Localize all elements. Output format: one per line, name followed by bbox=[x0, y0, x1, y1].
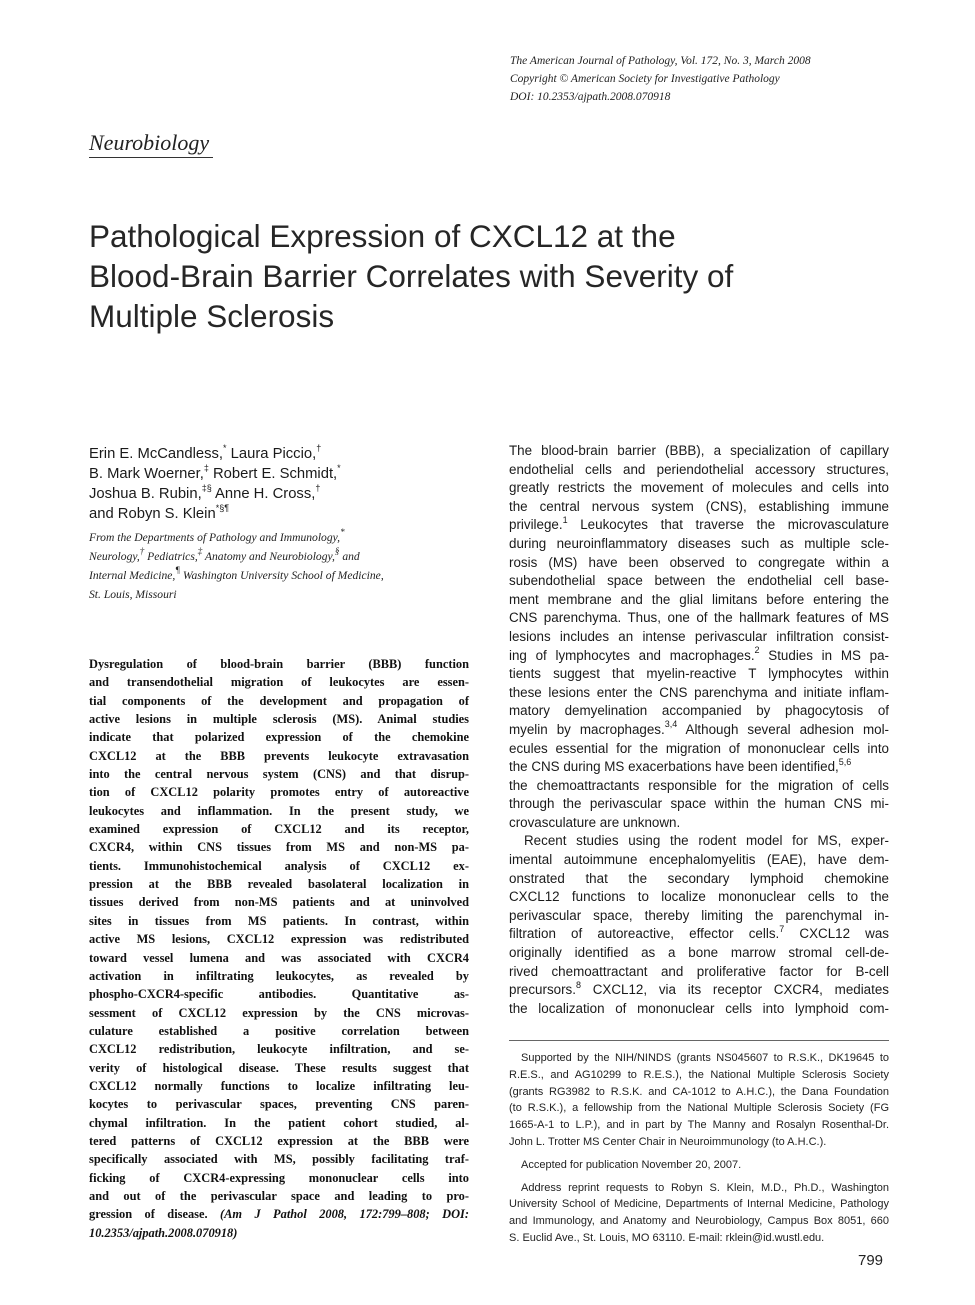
body-line: lesions includes an intense perivascular infiltration consist- bbox=[509, 628, 889, 644]
abstract-line: tients. Immunohistochemical analysis of CXCL12 ex- bbox=[89, 858, 469, 873]
body-line: tients suggest that myelin-reactive T lymphocytes within bbox=[509, 666, 889, 682]
body-line: originally identified as a bone marrow stromal cell-de- bbox=[509, 945, 889, 961]
section-heading: Neurobiology bbox=[89, 130, 210, 155]
abstract-line: culature established a positive correlation between bbox=[89, 1023, 469, 1038]
author-list bbox=[89, 444, 489, 524]
footnote-line: Address reprint requests to Robyn S. Klein, M.D., Ph.D., Washington bbox=[521, 1181, 889, 1194]
footnote-line: Supported by the NIH/NINDS (grants NS045607 to R.S.K., DK19645 to bbox=[521, 1052, 889, 1064]
author-name: Erin E. McCandless, bbox=[89, 446, 224, 462]
abstract-line: examined expression of CXCL12 and its receptor, bbox=[89, 822, 469, 837]
article-title bbox=[89, 216, 889, 336]
body-line: subendothelial space between the endothelial cell base- bbox=[509, 573, 889, 589]
body-line: rived chemoattractant and proliferative factor for B-cell bbox=[509, 963, 889, 979]
funding-note bbox=[509, 1050, 889, 1134]
affil-mark: ‡ bbox=[197, 546, 203, 557]
affil-mark: † bbox=[315, 483, 321, 494]
title-line: Blood-Brain Barrier Correlates with Severity of bbox=[89, 258, 734, 294]
affiliation-text: Neurology, bbox=[89, 550, 140, 563]
author-name: Robert E. Schmidt, bbox=[208, 466, 338, 482]
reference-mark: 5,6 bbox=[838, 756, 852, 767]
body-text-run: CXCL12, via its receptor CXCR4, mediates bbox=[581, 982, 889, 998]
footnote-line: (grants RG3982 to R.S.K. and CA-1012 to A.H.C.), the Dana Foundation bbox=[509, 1085, 889, 1098]
abstract-line: CXCR4, within CNS tissues from MS and non-MS pa- bbox=[89, 840, 469, 855]
paragraph-part bbox=[509, 944, 889, 981]
abstract-line: active lesions in multiple sclerosis (MS). Animal studies bbox=[89, 712, 469, 727]
abstract-line: tissues derived from non-MS patients and at uninvolved bbox=[89, 895, 469, 910]
title-line: Pathological Expression of CXCL12 at the bbox=[89, 218, 676, 254]
affil-mark: ‡§ bbox=[201, 483, 212, 494]
footnote-line: (to R.S.K.), a fellowship from the National Multiple Sclerosis Society (FG bbox=[509, 1102, 889, 1115]
body-line: crovasculature are unknown. bbox=[509, 814, 681, 830]
abstract bbox=[89, 655, 469, 1242]
footnote-line: and Immunology, and Anatomy and Neurobiology, Campus Box 8051, 660 bbox=[509, 1215, 889, 1228]
body-line: during neuroinflammatory diseases such as multiple scle- bbox=[509, 535, 889, 551]
abstract-citation-doi: 10.2353/ajpath.2008.070918) bbox=[89, 1225, 238, 1240]
abstract-citation: (Am J Pathol 2008, 172:799–808; DOI: bbox=[220, 1207, 469, 1222]
body-line: perivascular space, thereby limiting the parenchymal in- bbox=[509, 907, 889, 923]
affil-mark: * bbox=[340, 527, 345, 538]
author-line bbox=[89, 504, 489, 524]
abstract-line: and transendothelial migration of leukocytes are essen- bbox=[89, 675, 469, 690]
abstract-line: indicate that polarized expression of the chemokine bbox=[89, 730, 469, 745]
footnote-line: R.E.S., and AG10299 to R.E.S.), the National Multiple Sclerosis Society bbox=[509, 1068, 889, 1081]
abstract-line: sessment of CXCL12 expression by the CNS microvas- bbox=[89, 1005, 469, 1020]
reference-mark: 7 bbox=[779, 923, 785, 934]
body-line bbox=[509, 758, 889, 777]
abstract-line: tial components of the development and propagation of bbox=[89, 693, 469, 708]
abstract-line: ficking of CXCR4-expressing mononuclear cells into bbox=[89, 1170, 469, 1185]
body-line: the localization of mononuclear cells into lymphoid com- bbox=[509, 1000, 889, 1016]
abstract-body bbox=[89, 655, 469, 1205]
affiliation-line: St. Louis, Missouri bbox=[89, 588, 177, 601]
body-text-run: privilege. bbox=[509, 517, 563, 533]
body-line: the central nervous system (CNS), establishing immune bbox=[509, 498, 889, 514]
body-line: CNS parenchyma. Thus, one of the hallmark features of MS bbox=[509, 610, 889, 626]
abstract-line: verity of histological disease. These results suggest that bbox=[89, 1060, 469, 1075]
affiliation-text: From the Departments of Pathology and Immunology, bbox=[89, 531, 341, 544]
body-line: CXCL12 functions to localize mononuclear cells to the bbox=[509, 889, 889, 905]
affiliation-text: Anatomy and Neurobiology, bbox=[202, 550, 335, 563]
author-name: B. Mark Woerner, bbox=[89, 466, 204, 482]
title-line: Multiple Sclerosis bbox=[89, 298, 335, 334]
footnote-line: 1665-A-1 to L.P.), and in part by The Manny and Rosalyn Rosenthal-Dr. bbox=[509, 1119, 889, 1132]
abstract-line: tered patterns of CXCL12 expression at the BBB were bbox=[89, 1133, 469, 1148]
abstract-line: chymal infiltration. In the patient cohort studied, al- bbox=[89, 1115, 469, 1130]
footnote-line: University School of Medicine, Departments of Internal Medicine, Pathology bbox=[509, 1198, 889, 1211]
abstract-line: pression at the BBB revealed basolateral localization in bbox=[89, 877, 469, 892]
abstract-line: activation in infiltrating leukocytes, as revealed by bbox=[89, 968, 469, 983]
paragraph-part bbox=[509, 777, 889, 814]
body-text-run: Although several adhesion mol- bbox=[677, 721, 889, 737]
body-text-run: filtration of autoreactive, effector cells. bbox=[509, 926, 780, 942]
page-number: 799 bbox=[858, 1252, 884, 1269]
paragraph-part bbox=[509, 535, 889, 647]
body-line: these lesions enter the CNS parenchyma and initiate inflam- bbox=[509, 684, 889, 700]
affil-mark: * bbox=[337, 463, 341, 474]
body-line: ment membrane and the glial limitans before entering the bbox=[509, 591, 889, 607]
body-line: the chemoattractants responsible for the migration of cells bbox=[509, 777, 889, 793]
body-line: through the perivascular space within the human CNS mi- bbox=[509, 796, 889, 812]
abstract-text: gression of disease. bbox=[89, 1207, 208, 1222]
body-text bbox=[509, 442, 889, 1018]
body-line bbox=[509, 647, 889, 666]
author-line bbox=[89, 484, 489, 504]
body-line: onstrated that the secondary lymphoid chemokine bbox=[509, 870, 889, 886]
paragraph bbox=[509, 832, 889, 925]
author-name: Joshua B. Rubin, bbox=[89, 486, 202, 502]
paragraph bbox=[509, 442, 889, 516]
paragraph-part bbox=[509, 665, 889, 721]
reference-mark: 8 bbox=[575, 979, 581, 990]
footnote-divider bbox=[509, 1040, 889, 1041]
abstract-line: phospho-CXCR4-specific antibodies. Quantitative as- bbox=[89, 987, 469, 1002]
affiliation-line bbox=[89, 547, 469, 566]
affil-mark: ‡ bbox=[203, 463, 209, 474]
body-line: rosis (MS) have been observed to congregate within a bbox=[509, 554, 889, 570]
abstract-line: Dysregulation of blood-brain barrier (BBB) function bbox=[89, 657, 469, 671]
affil-mark: § bbox=[334, 546, 340, 557]
author-line bbox=[89, 464, 489, 484]
abstract-line: sites in tissues from MS patients. In contrast, within bbox=[89, 913, 469, 928]
abstract-line: kocytes to perivascular spaces, preventing CNS paren- bbox=[89, 1097, 469, 1112]
author-name: Anne H. Cross, bbox=[211, 486, 316, 502]
body-line: The blood-brain barrier (BBB), a specialization of capillary bbox=[509, 443, 889, 458]
abstract-line: tion of CXCL12 polarity promotes entry of autoreactive bbox=[89, 785, 469, 800]
abstract-line bbox=[89, 1205, 469, 1223]
copyright-line: Copyright © American Society for Investigative Pathology bbox=[510, 73, 780, 85]
abstract-line: leukocytes and inflammation. In the present study, we bbox=[89, 803, 469, 818]
affil-mark: † bbox=[316, 443, 322, 454]
abstract-line: into the central nervous system (CNS) and that disrup- bbox=[89, 767, 469, 782]
reference-mark: 3,4 bbox=[664, 719, 678, 730]
body-line: Recent studies using the rodent model for MS, exper- bbox=[524, 833, 889, 849]
affiliation-text: and bbox=[339, 550, 360, 563]
body-line bbox=[509, 925, 889, 944]
affil-mark: *§¶ bbox=[215, 503, 230, 514]
body-text-run: myelin by macrophages. bbox=[509, 721, 665, 737]
footnote-line: John L. Trotter MS Center Chair in Neuroimmunology (to A.H.C.). bbox=[509, 1135, 827, 1148]
section-underline bbox=[89, 157, 213, 158]
affiliation bbox=[89, 528, 469, 604]
body-line bbox=[509, 516, 889, 535]
affil-mark: ¶ bbox=[175, 565, 180, 576]
body-line: endothelial cells and periendothelial accessory structures, bbox=[509, 461, 889, 477]
abstract-line: CXCL12 at the BBB prevents leukocyte extravasation bbox=[89, 748, 469, 763]
reference-mark: 1 bbox=[562, 514, 568, 525]
author-name: and Robyn S. Klein bbox=[89, 506, 216, 522]
body-line bbox=[509, 721, 889, 740]
body-text-run: precursors. bbox=[509, 982, 576, 998]
body-text-run: the CNS during MS exacerbations have been identified, bbox=[509, 759, 839, 775]
body-line: matory demyelination accompanied by phagocytosis of bbox=[509, 703, 889, 719]
doi-line: DOI: 10.2353/ajpath.2008.070918 bbox=[510, 91, 671, 103]
body-text-run: ing of lymphocytes and macrophages. bbox=[509, 647, 755, 663]
journal-name-line: The American Journal of Pathology, Vol. 172, No. 3, March 2008 bbox=[510, 55, 811, 67]
affiliation-line bbox=[89, 566, 469, 585]
abstract-line: active MS lesions, CXCL12 expression was redistributed bbox=[89, 932, 469, 947]
affil-mark: † bbox=[139, 546, 145, 557]
abstract-line: toward vessel lumena and was associated with CXCR4 bbox=[89, 950, 469, 965]
footnote-line: S. Euclid Ave., St. Louis, MO 63110. E-mail: rklein@id.wustl.edu. bbox=[509, 1231, 825, 1244]
reference-mark: 2 bbox=[754, 645, 760, 656]
journal-citation-header bbox=[510, 52, 950, 106]
reprint-note bbox=[509, 1180, 889, 1230]
abstract-line: CXCL12 normally functions to localize infiltrating leu- bbox=[89, 1078, 469, 1093]
body-line: ecules essential for the migration of mononuclear cells into bbox=[509, 740, 889, 756]
body-text-run: Studies in MS pa- bbox=[759, 647, 889, 663]
author-line bbox=[89, 444, 489, 464]
body-text-run: Leukocytes that traverse the microvasculature bbox=[567, 517, 889, 533]
accepted-date: Accepted for publication November 20, 2007. bbox=[521, 1158, 742, 1171]
author-name: Laura Piccio, bbox=[226, 446, 317, 462]
affiliation-text: Washington University School of Medicine, bbox=[180, 569, 384, 582]
body-line: imental autoimmune encephalomyelitis (EAE), have dem- bbox=[509, 852, 889, 868]
body-text-run: CXCL12 was bbox=[784, 926, 889, 942]
abstract-line: and out of the perivascular space and leading to pro- bbox=[89, 1188, 469, 1203]
body-line bbox=[509, 981, 889, 1000]
abstract-line: CXCL12 redistribution, leukocyte infiltration, and se- bbox=[89, 1042, 469, 1057]
affiliation-text: Internal Medicine, bbox=[89, 569, 176, 582]
affil-mark: * bbox=[223, 443, 227, 454]
footnotes bbox=[509, 1050, 889, 1247]
abstract-line: specifically associated with MS, possibly facilitating traf- bbox=[89, 1152, 469, 1167]
affiliation-line bbox=[89, 528, 469, 547]
body-line: greatly restricts the movement of molecules and cells into bbox=[509, 480, 889, 496]
affiliation-text: Pediatrics, bbox=[144, 550, 198, 563]
